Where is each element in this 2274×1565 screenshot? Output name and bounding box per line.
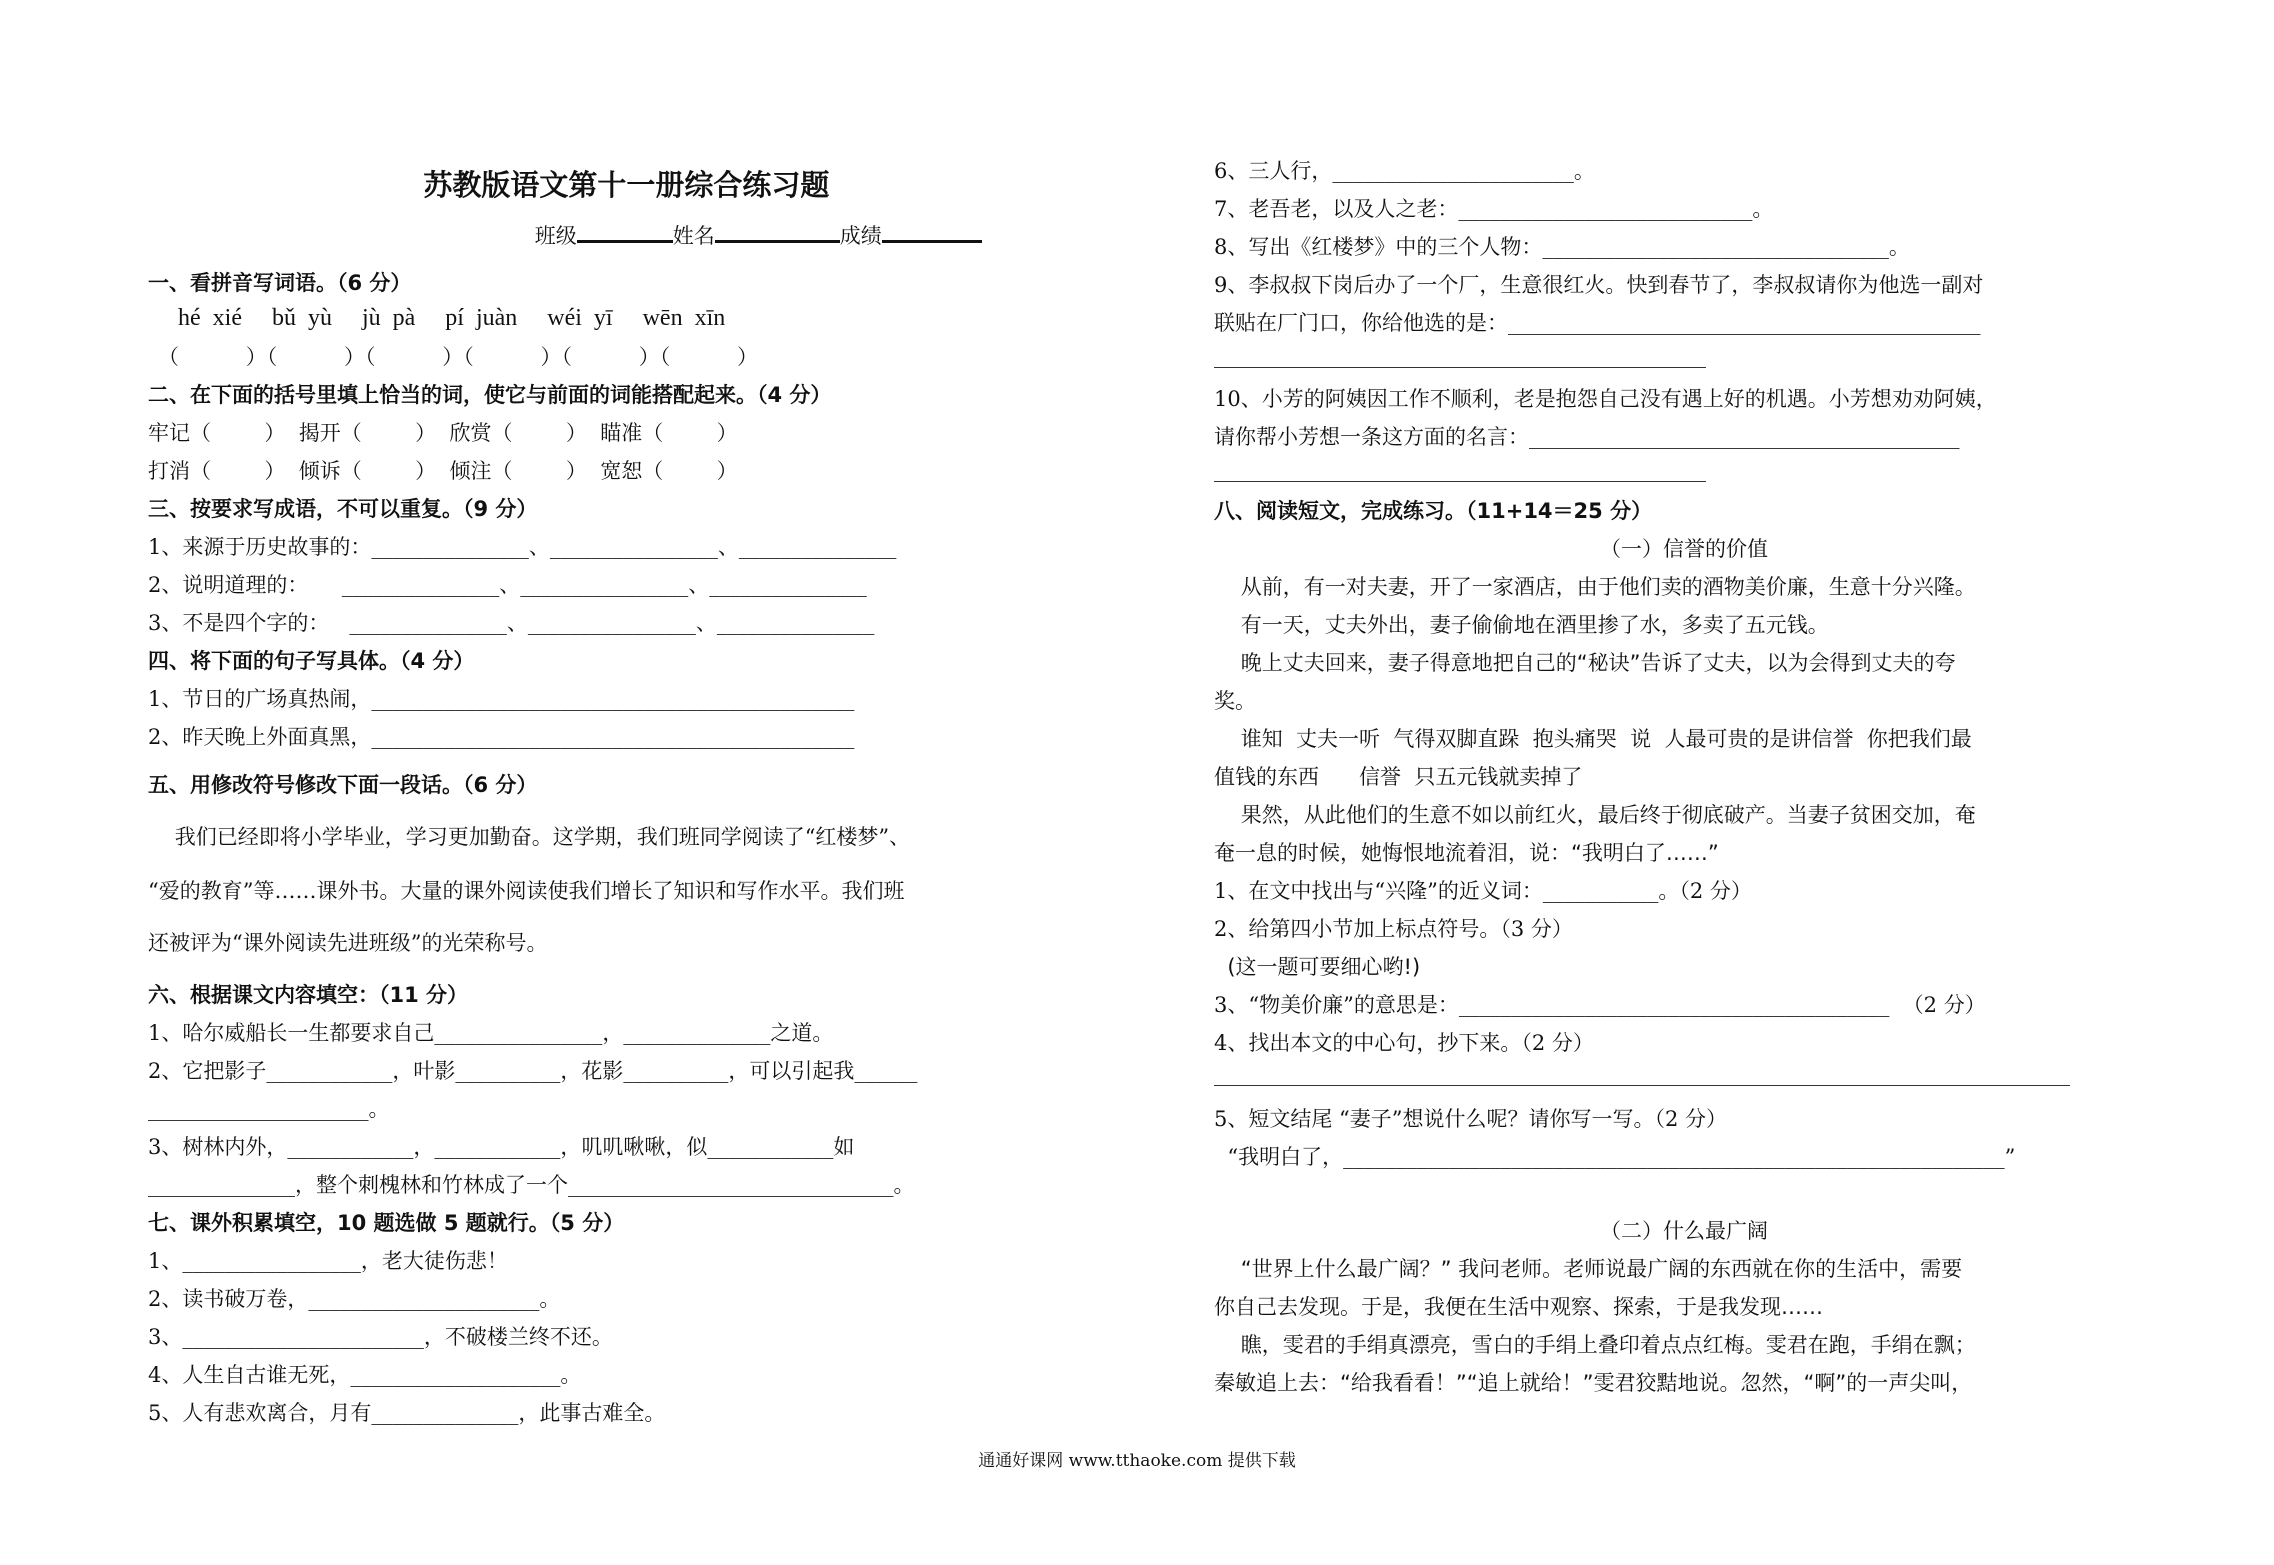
class-label: 班级 xyxy=(534,224,577,248)
section-2-row-1: 牢记（ ） 揭开（ ） 欣赏（ ） 瞄准（ ） xyxy=(148,421,738,445)
section-6-q2-cont: _____________________。 xyxy=(148,1097,390,1121)
section-2-heading: 二、在下面的括号里填上恰当的词，使它与前面的词能搭配起来。（4 分） xyxy=(148,383,832,407)
section-1-pinyin: hé xié bǔ yù jù pà pí juàn wéi yī wēn xīn xyxy=(178,305,726,331)
article-1-p4-cont: 值钱的东西 信誉 只五元钱就卖掉了 xyxy=(1214,765,1583,789)
article-1-p1: 从前，有一对夫妻，开了一家酒店，由于他们卖的酒物美价廉，生意十分兴隆。 xyxy=(1214,575,1976,599)
section-5-heading: 五、用修改符号修改下面一段话。（6 分） xyxy=(148,773,538,797)
article-1-q2: 2、给第四小节加上标点符号。（3 分） xyxy=(1214,917,1573,941)
section-1-brackets: （ ）（ ）（ ）（ ）（ ）（ ） xyxy=(158,345,759,369)
section-3-q2: 2、说明道理的： _______________、________________、_______________ xyxy=(148,573,867,597)
name-label: 姓名 xyxy=(672,224,715,248)
section-4-q2: 2、昨天晚上外面真黑，______________________________________________ xyxy=(148,725,855,749)
article-1-q3: 3、“物美价廉”的意思是：_________________________________________ （2 分） xyxy=(1214,993,1986,1017)
section-7-q1: 1、_________________，老大徒伤悲！ xyxy=(148,1249,508,1273)
article-1-q5-answer: “我明白了，_______________________________________________________________” xyxy=(1214,1145,2016,1169)
answer-line[interactable] xyxy=(1214,480,1706,482)
section-3-q3: 3、不是四个字的： _______________、________________、_______________ xyxy=(148,611,875,635)
page-title: 苏教版语文第十一册综合练习题 xyxy=(423,168,830,202)
article-1-p5: 果然，从此他们的生意不如以前红火，最后终于彻底破产。当妻子贫困交加，奄 xyxy=(1214,803,1976,827)
section-4-q1: 1、节日的广场真热闹，______________________________________________ xyxy=(148,687,855,711)
article-1-p4: 谁知 丈夫一听 气得双脚直跺 抱头痛哭 说 人最可贵的是讲信誉 你把我们最 xyxy=(1214,727,1972,751)
article-2-p2-cont: 秦敏追上去：“给我看看！”“追上就给！”雯君狡黠地说。忽然，“啊”的一声尖叫， xyxy=(1214,1371,1973,1395)
answer-line[interactable] xyxy=(1214,1084,2070,1086)
class-field[interactable] xyxy=(577,220,673,243)
section-7-q9-cont: 联贴在厂门口，你给他选的是：_____________________________________________ xyxy=(1214,311,1981,335)
article-1-q5: 5、短文结尾 “妻子”想说什么呢？请你写一写。（2 分） xyxy=(1214,1107,1728,1131)
page-footer: 通通好课网 www.tthaoke.com 提供下载 xyxy=(978,1451,1296,1471)
section-7-q2: 2、读书破万卷，______________________。 xyxy=(148,1287,561,1311)
score-field[interactable] xyxy=(882,220,982,243)
section-3-heading: 三、按要求写成语，不可以重复。（9 分） xyxy=(148,497,538,521)
section-7-q6: 6、三人行，_______________________。 xyxy=(1214,159,1595,183)
name-field[interactable] xyxy=(715,220,840,243)
article-2-p1-cont: 你自己去发现。于是，我便在生活中观察、探索，于是我发现…… xyxy=(1214,1295,1823,1319)
section-7-q10-cont: 请你帮小芳想一条这方面的名言：_________________________________________ xyxy=(1214,425,1960,449)
section-2-row-2: 打消（ ） 倾诉（ ） 倾注（ ） 宽恕（ ） xyxy=(148,459,738,483)
section-7-q10: 10、小芳的阿姨因工作不顺利，老是抱怨自己没有遇上好的机遇。小芳想劝劝阿姨， xyxy=(1214,387,1997,411)
section-5-paragraph-line-1: 我们已经即将小学毕业，学习更加勤奋。这学期，我们班同学阅读了“红楼梦”、 xyxy=(148,825,911,849)
answer-line[interactable] xyxy=(1214,366,1706,368)
article-1-q1: 1、在文中找出与“兴隆”的近义词：___________。（2 分） xyxy=(1214,879,1752,903)
article-1-q2-note: (这一题可要细心哟!) xyxy=(1214,955,1421,979)
section-7-q7: 7、老吾老，以及人之老：____________________________。 xyxy=(1214,197,1774,221)
section-7-q9: 9、李叔叔下岗后办了一个厂，生意很红火。快到春节了，李叔叔请你为他选一副对 xyxy=(1214,273,1984,297)
section-6-q2: 2、它把影子____________，叶影__________，花影__________，可以引起我______ xyxy=(148,1059,918,1083)
article-1-p2: 有一天，丈夫外出，妻子偷偷地在酒里掺了水，多卖了五元钱。 xyxy=(1214,613,1829,637)
section-7-q8: 8、写出《红楼梦》中的三个人物：_________________________________。 xyxy=(1214,235,1910,259)
section-7-q5: 5、人有悲欢离合，月有______________，此事古难全。 xyxy=(148,1401,666,1425)
section-6-q1: 1、哈尔威船长一生都要求自己________________，______________之道。 xyxy=(148,1021,834,1045)
score-label: 成绩 xyxy=(839,224,882,248)
section-7-q4: 4、人生自古谁无死，____________________。 xyxy=(148,1363,582,1387)
article-2-p1: “世界上什么最广阔？” 我问老师。老师说最广阔的东西就在你的生活中，需要 xyxy=(1214,1257,1963,1281)
section-5-paragraph-line-3: 还被评为“课外阅读先进班级”的光荣称号。 xyxy=(148,931,548,955)
section-6-q3: 3、树林内外，____________，____________，叽叽啾啾，似____________如 xyxy=(148,1135,855,1159)
article-1-title: （一）信誉的价值 xyxy=(1600,537,1768,561)
section-1-heading: 一、看拼音写词语。（6 分） xyxy=(148,271,412,295)
section-3-q1: 1、来源于历史故事的：_______________、________________、_______________ xyxy=(148,535,897,559)
article-1-p5-cont: 奄一息的时候，她悔恨地流着泪，说：“我明白了……” xyxy=(1214,841,1719,865)
section-5-paragraph-line-2: “爱的教育”等……课外书。大量的课外阅读使我们增长了知识和写作水平。我们班 xyxy=(148,879,905,903)
article-1-p3: 晚上丈夫回来，妻子得意地把自己的“秘诀”告诉了丈夫，以为会得到丈夫的夸 xyxy=(1214,651,1956,675)
article-1-p3-cont: 奖。 xyxy=(1214,689,1256,713)
section-7-q3: 3、_______________________，不破楼兰终不还。 xyxy=(148,1325,613,1349)
section-7-heading: 七、课外积累填空，10 题选做 5 题就行。（5 分） xyxy=(148,1211,625,1235)
article-1-q4: 4、找出本文的中心句，抄下来。（2 分） xyxy=(1214,1031,1594,1055)
section-6-heading: 六、根据课文内容填空：（11 分） xyxy=(148,983,469,1007)
section-8-heading: 八、阅读短文，完成练习。（11+14＝25 分） xyxy=(1214,499,1653,523)
student-info-row xyxy=(508,194,982,275)
section-6-q3-cont: ______________，整个刺槐林和竹林成了一个_______________________________。 xyxy=(148,1173,915,1197)
article-2-title: （二）什么最广阔 xyxy=(1600,1219,1768,1243)
section-4-heading: 四、将下面的句子写具体。（4 分） xyxy=(148,649,475,673)
article-2-p2: 瞧，雯君的手绢真漂亮，雪白的手绢上叠印着点点红梅。雯君在跑，手绢在飘； xyxy=(1214,1333,1976,1357)
